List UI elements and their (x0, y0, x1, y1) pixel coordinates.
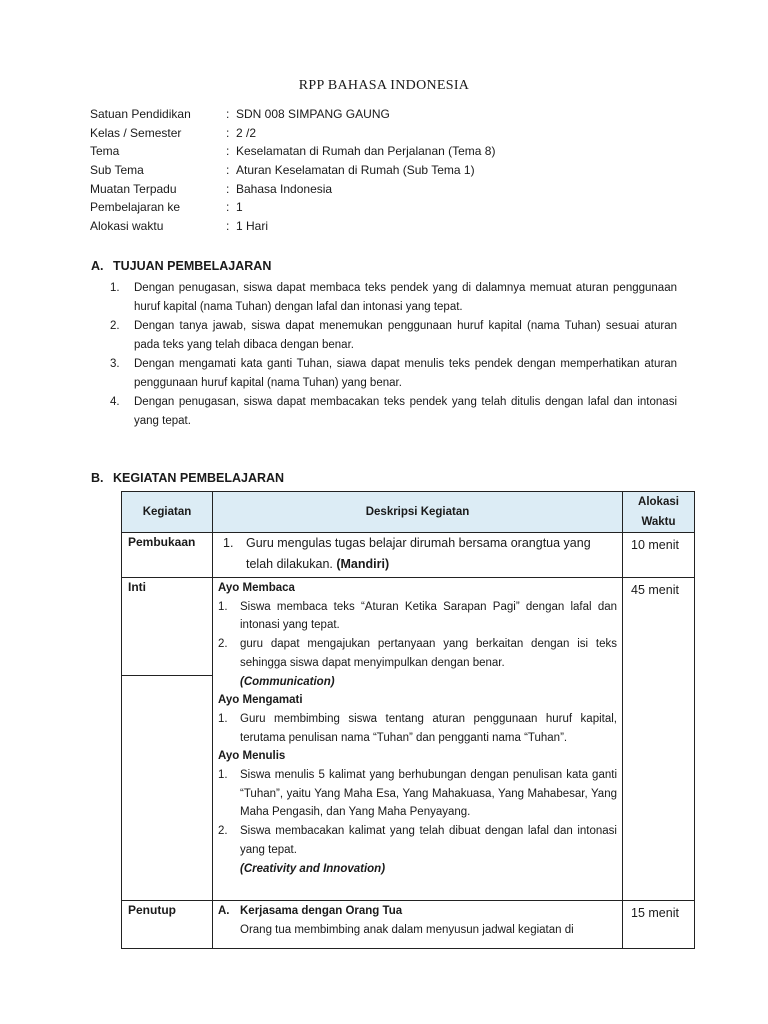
section-title: KEGIATAN PEMBELAJARAN (113, 471, 285, 485)
item-text: Siswa membacakan kalimat yang telah dibuat dengan lafal dan intonasi yang tepat. (240, 825, 617, 856)
activity-description (213, 578, 623, 901)
identity-label: Sub Tema (90, 163, 144, 178)
item-number: 2. (218, 638, 228, 651)
header-kegiatan: Kegiatan (122, 492, 213, 533)
document-title: RPP BAHASA INDONESIA (298, 78, 470, 93)
item-text: guru dapat mengajukan pertanyaan yang berkaitan dengan isi teks sehingga siswa dapat menyimpulkan dengan benar. (240, 638, 617, 669)
identity-value: 1 (236, 200, 243, 215)
activity-description (213, 533, 623, 578)
identity-label: Muatan Terpadu (90, 181, 177, 196)
item-number: 1. (223, 536, 234, 550)
list-item (218, 766, 617, 822)
identity-separator: : (226, 200, 230, 215)
table-header-row (122, 492, 695, 533)
item-number: 1. (110, 282, 120, 294)
list-item (218, 533, 617, 575)
header-alokasi-waktu: Alokasi Waktu (623, 492, 695, 533)
section-letter: A. (91, 259, 104, 273)
activity-description (213, 901, 623, 948)
identity-value: Bahasa Indonesia (236, 181, 333, 196)
list-item (218, 598, 617, 635)
inti-cell-divider (121, 675, 212, 676)
item-text: Siswa membaca teks “Aturan Ketika Sarapan Pagi” dengan lafal dan intonasi yang tepat. (240, 600, 617, 632)
item-number: 4. (110, 396, 120, 408)
identity-label: Pembelajaran ke (90, 200, 181, 215)
subsection-title (218, 902, 617, 921)
identity-separator: : (226, 163, 230, 178)
objectives-list (110, 279, 677, 431)
list-item (218, 710, 617, 747)
activity-name: Penutup (122, 901, 213, 948)
activity-time: 15 menit (623, 901, 695, 948)
identity-separator: : (226, 181, 230, 196)
item-text: Guru membimbing siswa tentang aturan penggunaan huruf kapital, terutama penulisan nama “Tuhan” dan pengganti nama “Tuhan”. (240, 712, 617, 744)
table-row-inti (122, 578, 695, 901)
table-row-penutup (122, 901, 695, 948)
identity-value: 1 Hari (236, 219, 269, 234)
list-item (218, 635, 617, 672)
list-item (110, 355, 677, 393)
list-item (110, 279, 677, 317)
subsection-title: Ayo Menulis (218, 750, 286, 763)
skill-tag: (Creativity and Innovation) (240, 862, 386, 875)
item-number: 1. (218, 769, 228, 782)
skill-tag: (Communication) (240, 675, 335, 688)
identity-separator: : (226, 219, 230, 234)
identity-label: Alokasi waktu (90, 219, 164, 234)
activities-table (121, 491, 695, 949)
list-item (218, 822, 617, 859)
item-letter: A. (218, 905, 230, 918)
identity-separator: : (226, 144, 230, 159)
header-deskripsi: Deskripsi Kegiatan (213, 492, 623, 533)
identity-value: Aturan Keselamatan di Rumah (Sub Tema 1) (236, 163, 475, 178)
table-row-pembukaan (122, 533, 695, 578)
section-b-heading (91, 471, 284, 485)
identity-separator: : (226, 107, 230, 121)
activity-time: 10 menit (623, 533, 695, 578)
item-number: 2. (110, 320, 120, 332)
subsection-title-text: Kerjasama dengan Orang Tua (240, 905, 403, 918)
item-number: 3. (110, 358, 120, 370)
section-letter: B. (91, 471, 104, 485)
item-number: 1. (218, 712, 228, 725)
section-a-heading (91, 259, 271, 273)
identity-label: Satuan Pendidikan (90, 107, 191, 121)
item-text: Guru mengulas tugas belajar dirumah bersama orangtua yang telah dilakukan. (246, 536, 591, 571)
item-number: 1. (218, 600, 228, 613)
item-text: Siswa menulis 5 kalimat yang berhubungan dengan penulisan kata ganti “Tuhan”, yaitu Yang Maha Esa, Yang Mahakuasa, Yang Mahabesar, Yang Maha Pengasih, dan Yang Maha Penyayang. (240, 769, 617, 819)
item-text: Dengan mengamati kata ganti Tuhan, siawa dapat menulis teks pendek dengan memperhatikan aturan penggunaan huruf kapital (nama Tuhan) yang benar. (134, 358, 677, 389)
list-item (110, 317, 677, 355)
identity-separator: : (226, 125, 230, 140)
identity-value: SDN 008 SIMPANG GAUNG (236, 107, 390, 121)
identity-value: Keselamatan di Rumah dan Perjalanan (Tema 8) (236, 144, 496, 159)
item-number: 2. (218, 825, 228, 838)
activity-name: Inti (122, 578, 213, 901)
subsection-title: Ayo Membaca (218, 582, 295, 594)
activity-time: 45 menit (623, 578, 695, 901)
identity-label: Tema (90, 144, 120, 159)
skill-tag: (Mandiri) (336, 557, 390, 571)
item-text: Dengan tanya jawab, siswa dapat menemukan penggunaan huruf kapital (nama Tuhan) sesuai aturan pada teks yang telah dibaca dengan benar. (134, 320, 677, 351)
item-text: Orang tua membimbing anak dalam menyusun jadwal kegiatan di (240, 923, 574, 936)
identity-value: 2 /2 (236, 125, 257, 140)
activity-name: Pembukaan (122, 533, 213, 578)
item-text: Dengan penugasan, siswa dapat membaca teks pendek yang di dalamnya memuat aturan penggunaan huruf kapital (nama Tuhan) dengan lafal dan intonasi yang tepat. (134, 282, 677, 313)
list-item (110, 393, 677, 431)
subsection-title: Ayo Mengamati (218, 694, 303, 707)
item-text: Dengan penugasan, siswa dapat membacakan teks pendek yang telah ditulis dengan lafal dan intonasi yang tepat. (134, 396, 677, 427)
section-title: TUJUAN PEMBELAJARAN (113, 259, 272, 273)
identity-label: Kelas / Semester (90, 125, 182, 140)
